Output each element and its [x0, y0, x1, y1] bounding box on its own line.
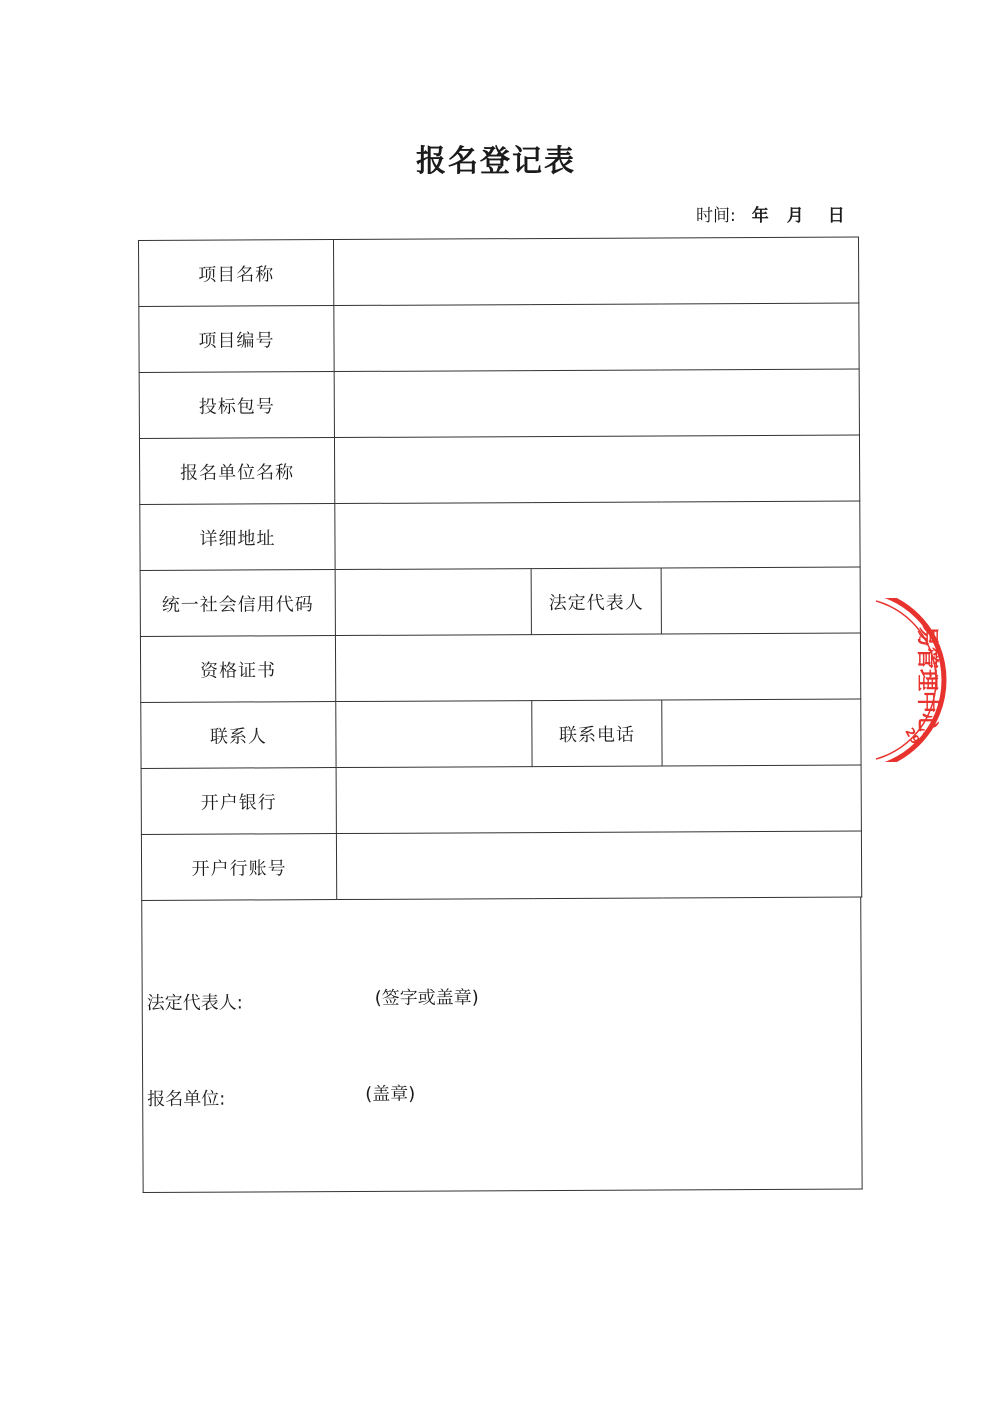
- phone-label: 联系电话: [532, 700, 662, 767]
- legal-rep-label: 法定代表人: [531, 568, 661, 635]
- project-number-field[interactable]: [334, 303, 859, 372]
- date-line: [696, 201, 845, 226]
- date-label: 时间:: [696, 206, 736, 226]
- account-label: 开户行账号: [141, 834, 336, 901]
- credit-code-label: 统一社会信用代码: [140, 570, 335, 637]
- bid-package-label: 投标包号: [139, 372, 334, 439]
- seal-text: 易管理中心: [914, 624, 939, 736]
- table-row: [140, 633, 860, 703]
- contact-field[interactable]: [336, 701, 532, 768]
- table-row: [140, 567, 860, 637]
- seal-stamp-icon: [876, 598, 952, 762]
- official-seal: [876, 598, 952, 762]
- bid-package-field[interactable]: [334, 369, 859, 438]
- date-day: 日: [827, 206, 845, 226]
- certificate-label: 资格证书: [140, 636, 335, 703]
- address-label: 详细地址: [140, 504, 335, 571]
- project-name-field[interactable]: [334, 237, 859, 306]
- project-number-label: 项目编号: [139, 306, 334, 373]
- phone-field[interactable]: [662, 699, 861, 766]
- date-month: 月: [786, 206, 804, 226]
- account-field[interactable]: [336, 831, 861, 900]
- table-row: [139, 369, 859, 439]
- table-row: [141, 699, 861, 769]
- project-name-label: 项目名称: [139, 240, 334, 307]
- certificate-field[interactable]: [335, 633, 860, 702]
- registration-table: [138, 236, 862, 901]
- legal-rep-sign-label: 法定代表人:: [146, 992, 243, 1014]
- table-row: [141, 765, 861, 835]
- signature-box: [141, 897, 862, 1193]
- address-field[interactable]: [335, 501, 860, 570]
- unit-seal-note: (盖章): [365, 1083, 416, 1105]
- credit-code-field[interactable]: [335, 569, 531, 636]
- table-row: [139, 435, 859, 505]
- bank-label: 开户银行: [141, 768, 336, 835]
- table-row: [139, 303, 859, 373]
- table-row: [141, 831, 861, 901]
- legal-rep-sign-note: (签字或盖章): [374, 987, 479, 1009]
- applicant-name-label: 报名单位名称: [139, 438, 334, 505]
- table-row: [139, 237, 859, 307]
- seal-number: 29: [902, 725, 923, 747]
- applicant-name-field[interactable]: [334, 435, 859, 504]
- registration-form: [138, 236, 865, 1198]
- bank-field[interactable]: [336, 765, 861, 834]
- legal-rep-field[interactable]: [661, 567, 860, 634]
- unit-seal-label: 报名单位:: [147, 1088, 226, 1110]
- form-title: 报名登记表: [416, 144, 576, 179]
- table-row: [140, 501, 860, 571]
- date-year: 年: [751, 206, 769, 226]
- contact-label: 联系人: [141, 702, 336, 769]
